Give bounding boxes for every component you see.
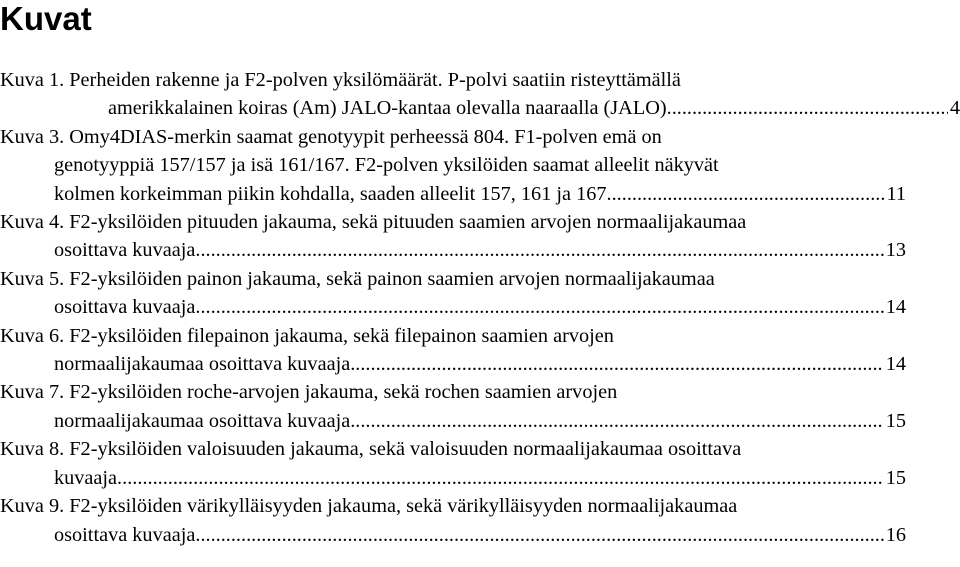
toc-entry-line: genotyyppiä 157/157 ja isä 161/167. F2-polven yksilöiden saamat alleelit näkyvät bbox=[54, 154, 719, 177]
toc-entry-kuva-5[interactable] bbox=[0, 265, 960, 322]
toc-entry-text: osoittava kuvaaja. bbox=[54, 523, 201, 546]
dot-leader bbox=[612, 180, 885, 208]
toc-entry-kuva-9[interactable] bbox=[0, 492, 960, 549]
page-heading: Kuvat bbox=[0, 0, 92, 37]
toc-entry-kuva-6[interactable] bbox=[0, 322, 960, 379]
toc-entry-last-line bbox=[54, 464, 906, 492]
dot-leader bbox=[355, 350, 883, 378]
toc-entry-text: normaalijakaumaa osoittava kuvaaja. bbox=[54, 409, 356, 432]
dot-leader bbox=[200, 521, 883, 549]
toc-entry-line: Kuva 9. F2-yksilöiden värikylläisyyden jakauma, sekä värikylläisyyden normaalijakaumaa bbox=[0, 495, 738, 518]
toc-entry-last-line bbox=[54, 521, 906, 549]
toc-entry-last-line bbox=[54, 94, 960, 122]
toc-entry-last-line bbox=[54, 180, 906, 208]
page-number: 4 bbox=[949, 97, 960, 120]
toc-entry-kuva-7[interactable] bbox=[0, 378, 960, 435]
toc-entry-line: Kuva 5. F2-yksilöiden painon jakauma, sekä painon saamien arvojen normaalijakaumaa bbox=[0, 267, 715, 290]
page-number: 16 bbox=[885, 523, 906, 546]
toc-entry-kuva-3[interactable] bbox=[0, 123, 960, 208]
page-number: 14 bbox=[885, 353, 906, 376]
toc-entry-text: osoittava kuvaaja. bbox=[54, 296, 201, 319]
toc-entry-kuva-8[interactable] bbox=[0, 435, 960, 492]
toc-entry-line: Kuva 4. F2-yksilöiden pituuden jakauma, sekä pituuden saamien arvojen normaalijakaumaa bbox=[0, 211, 747, 234]
dot-leader bbox=[122, 464, 884, 492]
toc-entry-last-line bbox=[54, 236, 906, 264]
page-number: 15 bbox=[885, 409, 906, 432]
toc-entry-text: amerikkalainen koiras (Am) JALO-kantaa olevalla naaraalla (JALO). bbox=[108, 97, 672, 120]
toc-entry-line: Kuva 8. F2-yksilöiden valoisuuden jakauma, sekä valoisuuden normaalijakaumaa osoittava bbox=[0, 438, 742, 461]
toc-entry-last-line bbox=[54, 350, 906, 378]
toc-entry-text: kuvaaja. bbox=[54, 466, 123, 489]
page-number: 14 bbox=[885, 296, 906, 319]
page-number: 13 bbox=[885, 239, 906, 262]
page-number: 15 bbox=[885, 466, 906, 489]
toc-entry-line: Kuva 7. F2-yksilöiden roche-arvojen jakauma, sekä rochen saamien arvojen bbox=[0, 381, 618, 404]
toc-entry-last-line bbox=[54, 407, 906, 435]
toc-entry-text: normaalijakaumaa osoittava kuvaaja. bbox=[54, 353, 356, 376]
toc-entry-last-line bbox=[54, 293, 906, 321]
dot-leader bbox=[672, 94, 948, 122]
dot-leader bbox=[200, 236, 883, 264]
toc-entry-kuva-1[interactable] bbox=[0, 66, 960, 123]
toc-entry-text: osoittava kuvaaja. bbox=[54, 239, 201, 262]
toc-entry-line: Kuva 1. Perheiden rakenne ja F2-polven yksilömäärät. P-polvi saatiin risteyttämällä bbox=[0, 69, 681, 91]
toc-entry-line: Kuva 3. Omy4DIAS-merkin saamat genotyypit perheessä 804. F1-polven emä on bbox=[0, 125, 662, 148]
dot-leader bbox=[355, 407, 883, 435]
page-number: 11 bbox=[886, 182, 906, 205]
toc-entry-text: kolmen korkeimman piikin kohdalla, saaden alleelit 157, 161 ja 167. bbox=[54, 182, 612, 205]
dot-leader bbox=[200, 293, 883, 321]
toc-entry-kuva-4[interactable] bbox=[0, 208, 960, 265]
figure-list bbox=[0, 66, 960, 549]
toc-entry-line: Kuva 6. F2-yksilöiden filepainon jakauma, sekä filepainon saamien arvojen bbox=[0, 324, 614, 347]
